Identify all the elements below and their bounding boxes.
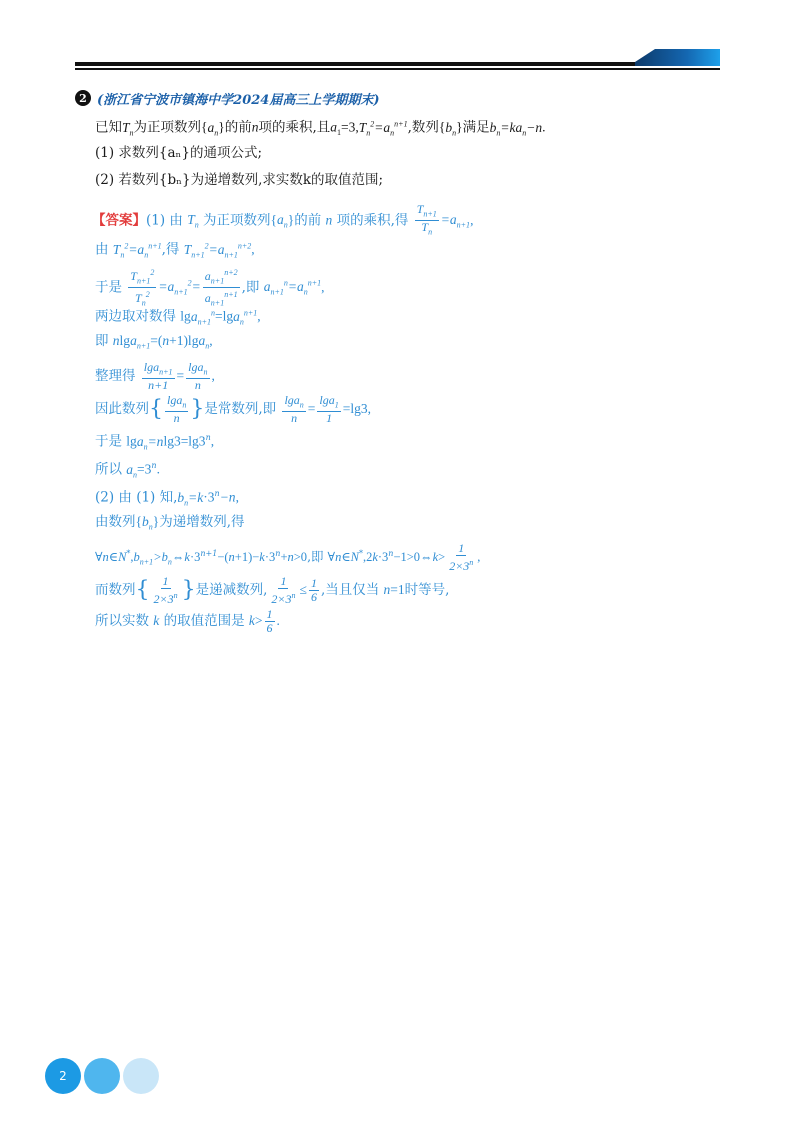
answer-line-5: 即 nlga$_{n+1}$=(n+1)lga$_n$, [95, 333, 213, 351]
footer-circle-light [123, 1058, 159, 1094]
answer-line-8: 于是 $\lg a_n=nlg3=\lg 3^n$, [95, 433, 215, 452]
question-part-1: (1) 求数列{aₙ}的通项公式; [95, 145, 263, 161]
answer-line-9: 所以 $a_n=3^n$. [95, 461, 160, 480]
answer-line-3: 于是 $\frac{T_{n+1}^2}{T_n^2}$ $=a_{n+1}^2=$ $\frac{a_{n+1}^{n+2}}{a_{n+1}^{n+1}}$ ,即 $a_{n+1}^n=a_n^{n+1}$, [95, 268, 325, 308]
answer-line-4: 两边取对数得 lga$_{n+1}^n$=lga$_n^{n+1}$, [95, 308, 261, 327]
question-header [75, 88, 379, 108]
question-stem: 已知$T_n$为正项数列$\{a_n\}$的前n项的乘积,且$a_1=3,T_n^2=a_n^{n+1}$,数列$\{b_n\}$满足$b_n=ka_n-n$. [95, 119, 546, 138]
question-source: (浙江省宁波市镇海中学2024届高三上学期期末) [97, 92, 380, 108]
answer-tag: 【答案】 [92, 212, 146, 229]
header-band [75, 47, 720, 75]
answer-line-1: 【答案】(1) 由 $T_n$ 为正项数列$\{a_n\}$的前 n 项的乘积,得 $\frac{T_{n+1}}{T_n}$ $=a_{n+1}$, [92, 202, 474, 237]
footer-page-indicator [45, 1058, 165, 1098]
page-number: 2 [59, 1069, 67, 1083]
answer-line-10: (2) 由 (1) 知$,b_n=k\cdot 3^n-n$, [95, 489, 239, 508]
question-number: 2 [75, 90, 91, 106]
answer-line-13: 而数列{ $\frac{1}{2\times 3^n}$ }是递减数列, $\frac{1}{2\times 3^n}$ ≤ $\frac{1}{6}$ ,当且仅当 n=1时等号, [95, 574, 450, 606]
answer-line-7: 因此数列{ $\frac{\lg a_n}{n}$ }是常数列,即 $\frac{\lg a_n}{n}$ = $\frac{\lg a_1}{1}$ =lg3, [95, 393, 371, 426]
answer-line-11: 由数列$\{b_n\}$为递增数列,得 [95, 514, 245, 532]
answer-line-2: 由 $T_n^2=a_n^{n+1}$,得 $T_{n+1}^2=a_{n+1}^{n+2}$, [95, 241, 255, 260]
footer-circle-mid [84, 1058, 120, 1094]
answer-line-6: 整理得 $\frac{\lg a_{n+1}}{n+1}$ = $\frac{\lg a_n}{n}$ , [95, 360, 215, 393]
question-part-2: (2) 若数列{bₙ}为递增数列,求实数k的取值范围; [95, 172, 384, 188]
answer-line-14: 所以实数 k 的取值范围是 k> $\frac{1}{6}$ . [95, 607, 280, 635]
answer-line-12: $\forall n\in N^*,b_{n+1}>b_n\Leftrightarrow k\cdot 3^{n+1}-(n+1)-k\cdot 3^n+n>0$,即 $\forall n\in N^*,2k\cdot 3^n-1>0\Leftrightarrow k>$ $\frac{1}{2\times 3^n}$ , [95, 541, 481, 573]
